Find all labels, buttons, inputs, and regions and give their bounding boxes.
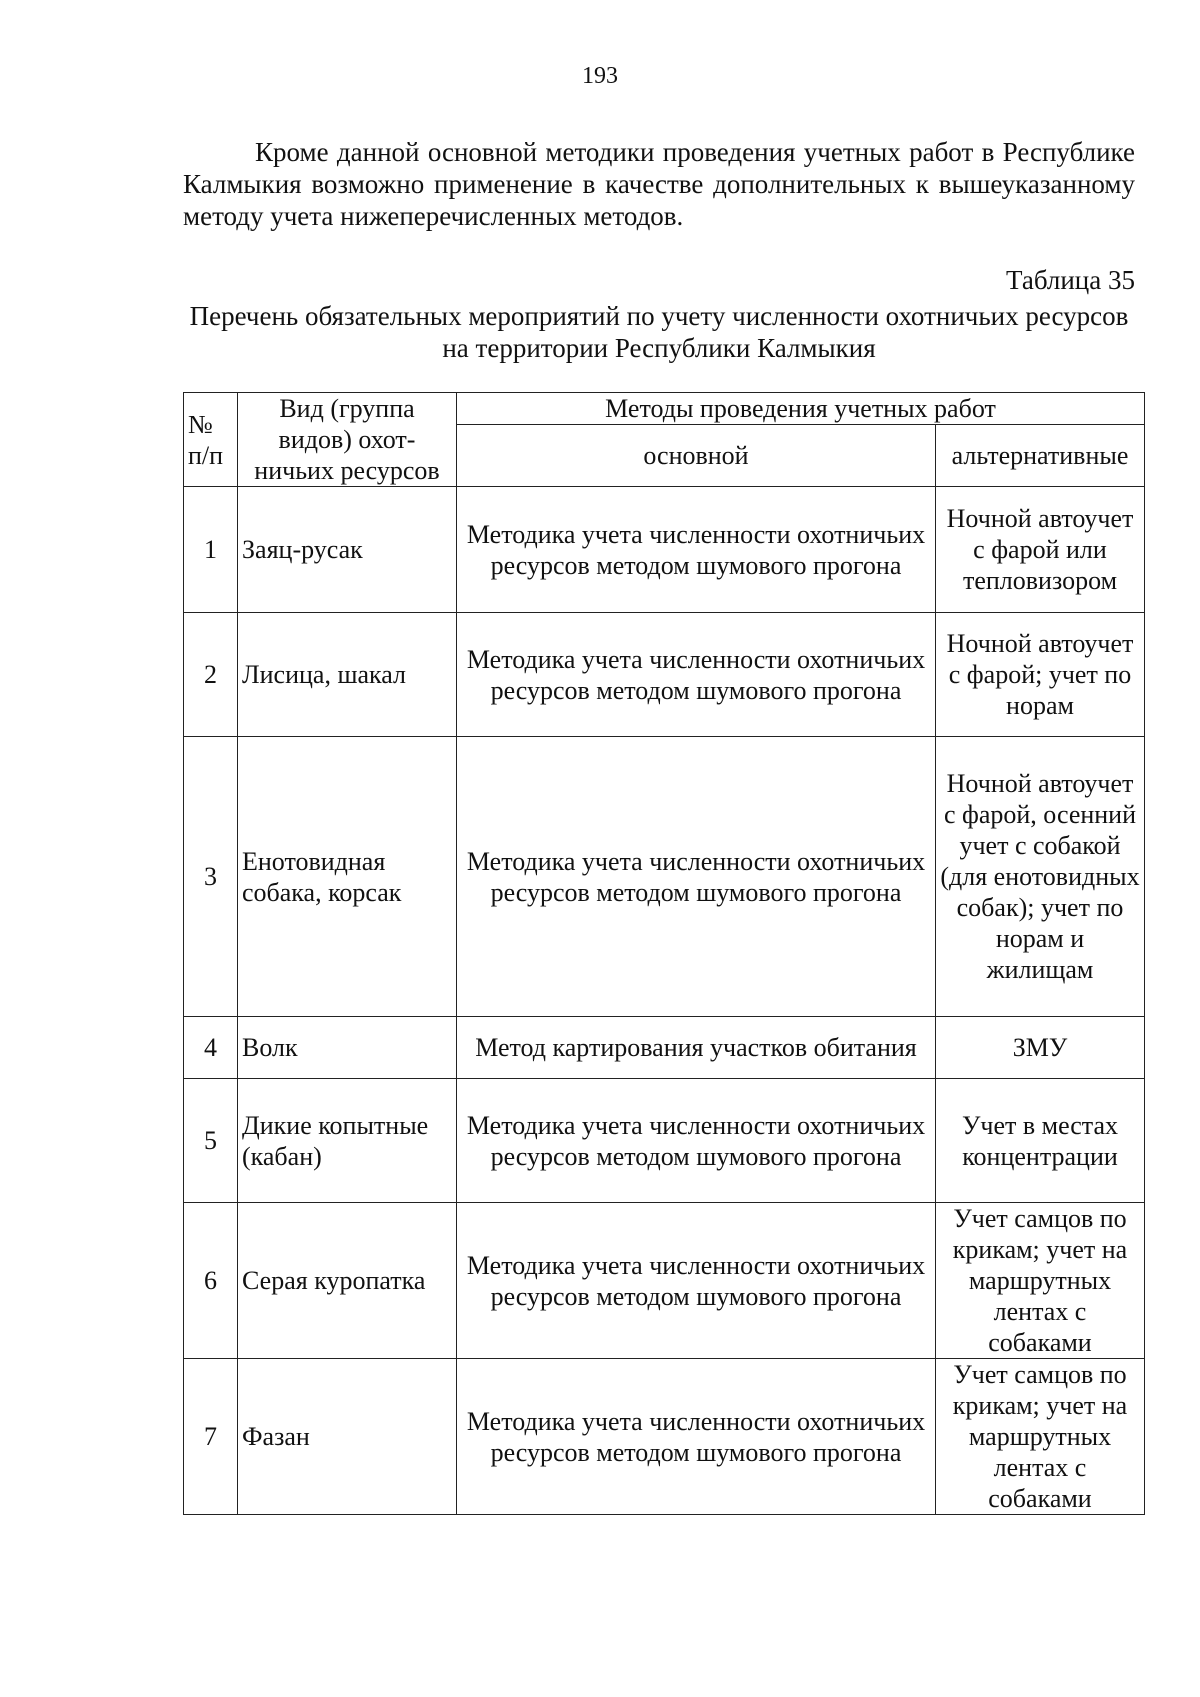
header-alternative: альтернативные	[936, 425, 1145, 487]
table-row	[184, 1203, 1145, 1359]
row-alternative-method: Учет в местах концентрации	[936, 1079, 1145, 1203]
row-number: 3	[184, 737, 238, 1017]
row-number: 2	[184, 613, 238, 737]
row-number: 6	[184, 1203, 238, 1359]
row-number: 1	[184, 487, 238, 613]
row-species: Волк	[238, 1017, 457, 1079]
row-alternative-method: Ночной автоучет с фарой, осенний учет с собакой (для енотовидных собак); учет по норам и жилищам	[936, 737, 1145, 1017]
table-row	[184, 487, 1145, 613]
row-species: Енотовидная собака, корсак	[238, 737, 457, 1017]
table-number: Таблица 35	[1006, 265, 1135, 295]
row-alternative-method: Ночной автоучет с фарой или тепловизором	[936, 487, 1145, 613]
row-basic-method: Метод картирования участков обитания	[457, 1017, 936, 1079]
row-basic-method: Методика учета численности охотничьих ресурсов методом шумового прогона	[457, 1359, 936, 1515]
header-species: Вид (группа видов) охот-ничьих ресурсов	[238, 393, 457, 487]
table-row	[184, 737, 1145, 1017]
row-alternative-method: ЗМУ	[936, 1017, 1145, 1079]
row-species: Заяц-русак	[238, 487, 457, 613]
row-basic-method: Методика учета численности охотничьих ресурсов методом шумового прогона	[457, 613, 936, 737]
row-species: Серая куропатка	[238, 1203, 457, 1359]
row-basic-method: Методика учета численности охотничьих ресурсов методом шумового прогона	[457, 737, 936, 1017]
table-header-row	[184, 393, 1145, 425]
hunting-resources-table	[183, 392, 1145, 1515]
table-row	[184, 613, 1145, 737]
page-number: 193	[582, 63, 618, 89]
row-alternative-method: Ночной автоучет с фарой; учет по норам	[936, 613, 1145, 737]
row-alternative-method: Учет самцов по крикам; учет на маршрутных лентах с собаками	[936, 1359, 1145, 1515]
row-basic-method: Методика учета численности охотничьих ресурсов методом шумового прогона	[457, 1079, 936, 1203]
row-basic-method: Методика учета численности охотничьих ресурсов методом шумового прогона	[457, 1203, 936, 1359]
row-alternative-method: Учет самцов по крикам; учет на маршрутных лентах с собаками	[936, 1203, 1145, 1359]
row-number: 7	[184, 1359, 238, 1515]
row-species: Дикие копытные (кабан)	[238, 1079, 457, 1203]
table-row	[184, 1017, 1145, 1079]
table-row	[184, 1359, 1145, 1515]
table-title: Перечень обязательных мероприятий по учету численности охотничьих ресурсов на территории Республики Калмыкия	[189, 301, 1129, 363]
row-species: Лисица, шакал	[238, 613, 457, 737]
row-species: Фазан	[238, 1359, 457, 1515]
row-number: 4	[184, 1017, 238, 1079]
table-row	[184, 1079, 1145, 1203]
header-basic: основной	[457, 425, 936, 487]
row-basic-method: Методика учета численности охотничьих ресурсов методом шумового прогона	[457, 487, 936, 613]
header-number: № п/п	[184, 393, 238, 487]
intro-paragraph: Кроме данной основной методики проведения учетных работ в Республике Калмыкия возможно применение в качестве дополнительных к вышеуказанному методу учета нижеперечисленных методов.	[183, 137, 1135, 231]
header-methods: Методы проведения учетных работ	[457, 393, 1145, 425]
row-number: 5	[184, 1079, 238, 1203]
